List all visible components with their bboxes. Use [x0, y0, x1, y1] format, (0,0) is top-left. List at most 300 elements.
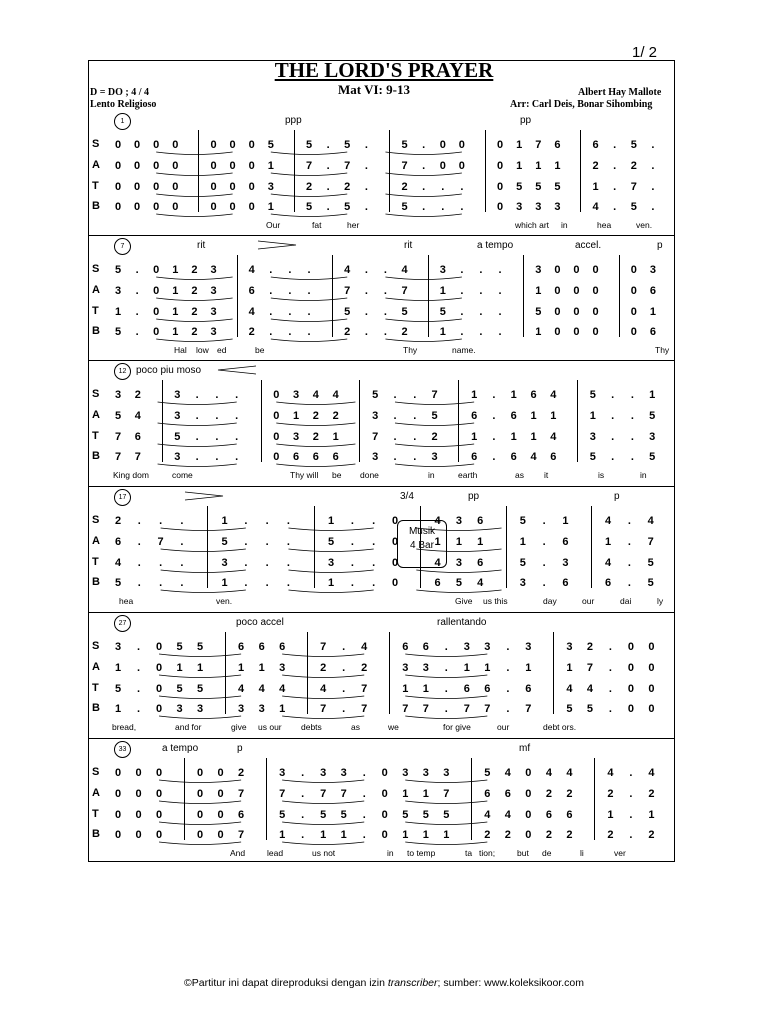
- note: 0: [648, 641, 655, 653]
- note: 5: [114, 326, 122, 338]
- note: 5: [589, 451, 596, 463]
- note: .: [651, 181, 655, 193]
- key-signature: D = DO ; 4 / 4: [90, 87, 150, 98]
- note: 5: [516, 181, 523, 193]
- note: .: [269, 306, 273, 318]
- note: 0: [525, 767, 532, 779]
- note: 5: [630, 139, 637, 151]
- note: 7: [525, 703, 532, 715]
- lyric: as: [515, 470, 524, 480]
- note: 0: [391, 557, 399, 569]
- dynamic-marking: pp: [468, 491, 480, 502]
- note: .: [372, 577, 376, 589]
- note: .: [269, 326, 273, 338]
- note: .: [342, 641, 346, 653]
- note: 0: [197, 767, 204, 779]
- note: .: [326, 181, 330, 193]
- note: .: [630, 389, 634, 401]
- system-divider: [88, 738, 675, 739]
- note: 6: [248, 285, 255, 297]
- note: 0: [630, 264, 637, 276]
- note: .: [137, 536, 141, 548]
- note: 0: [525, 829, 532, 841]
- arranger: Arr: Carl Deis, Bonar Sihombing: [510, 99, 653, 110]
- note: 1: [328, 577, 335, 589]
- measure-number: 17: [114, 489, 131, 506]
- note: 4: [566, 683, 573, 695]
- note: 5: [649, 410, 656, 422]
- voice-label: S: [92, 514, 100, 526]
- note: 0: [114, 767, 122, 779]
- note: 1: [422, 788, 429, 800]
- note: 5: [649, 451, 656, 463]
- note: .: [159, 515, 163, 527]
- note: 0: [627, 662, 635, 674]
- note: .: [288, 306, 292, 318]
- dynamic-marking: poco piu moso: [136, 365, 202, 376]
- note: 7: [320, 788, 327, 800]
- note: .: [159, 557, 163, 569]
- note: 2: [114, 515, 122, 527]
- note: .: [441, 181, 445, 193]
- note: 7: [279, 788, 286, 800]
- note: 2: [592, 160, 599, 172]
- lyric: for give: [443, 722, 471, 732]
- dynamic-marking: pp: [520, 115, 532, 126]
- voice-label: B: [92, 576, 100, 588]
- note: .: [651, 201, 655, 213]
- note: 0: [627, 703, 635, 715]
- note: .: [195, 410, 199, 422]
- note: 4: [134, 410, 141, 422]
- note: 2: [361, 662, 368, 674]
- note: 2: [191, 264, 198, 276]
- note: .: [136, 662, 141, 674]
- lyric: to temp: [407, 848, 436, 858]
- lyric: her: [347, 220, 360, 230]
- lyric: Our: [266, 220, 281, 230]
- note: 0: [114, 201, 122, 213]
- voice-label: S: [92, 388, 100, 400]
- note: 0: [197, 829, 204, 841]
- note: 3: [535, 264, 542, 276]
- note: 5: [114, 683, 122, 695]
- note: 1: [530, 410, 537, 422]
- note: 0: [197, 788, 204, 800]
- note: .: [265, 536, 269, 548]
- note: 5: [519, 515, 526, 527]
- note: 7: [320, 641, 327, 653]
- note: 0: [554, 326, 561, 338]
- note: 0: [248, 139, 255, 151]
- note: .: [265, 515, 269, 527]
- note: 6: [554, 139, 561, 151]
- note: .: [611, 451, 615, 463]
- note: .: [364, 139, 368, 151]
- note: .: [542, 557, 546, 569]
- note: .: [326, 139, 330, 151]
- note: 2: [248, 326, 255, 338]
- note: 5: [328, 536, 335, 548]
- footer: [0, 977, 768, 989]
- lyric: Thy: [655, 345, 670, 355]
- note: 2: [431, 431, 438, 443]
- note: 3: [422, 662, 429, 674]
- note: 1: [566, 662, 573, 674]
- lyric: be: [255, 345, 265, 355]
- note: 6: [477, 515, 484, 527]
- note: .: [479, 306, 483, 318]
- note: 0: [210, 139, 217, 151]
- note: 3: [443, 767, 450, 779]
- note: 0: [134, 201, 141, 213]
- note: 3: [210, 264, 217, 276]
- note: 1: [562, 515, 569, 527]
- note: 1: [471, 431, 478, 443]
- note: .: [307, 326, 311, 338]
- note: 1: [525, 662, 532, 674]
- note: 0: [573, 306, 580, 318]
- note: .: [326, 160, 330, 172]
- note: 1: [172, 326, 179, 338]
- note: 4: [530, 451, 537, 463]
- note: 1: [221, 577, 228, 589]
- note: .: [135, 326, 139, 338]
- note: 1: [172, 285, 179, 297]
- note: .: [301, 767, 305, 779]
- note: 5: [340, 809, 347, 821]
- note: 5: [305, 201, 313, 213]
- note: 6: [562, 577, 569, 589]
- note: 0: [229, 181, 236, 193]
- note: 3: [484, 641, 491, 653]
- note: 1: [607, 809, 614, 821]
- note: 1: [402, 829, 409, 841]
- lyric: Thy will: [290, 470, 319, 480]
- note: 1: [172, 306, 179, 318]
- note: 4: [344, 264, 351, 276]
- note: 0: [210, 201, 217, 213]
- note: .: [611, 431, 615, 443]
- footer-prefix: ©Partitur ini dapat direproduksi dengan izin: [184, 977, 388, 989]
- note: .: [498, 326, 502, 338]
- voice-label: A: [92, 409, 100, 421]
- note: 4: [320, 683, 327, 695]
- note: 3: [221, 557, 228, 569]
- system-divider: [88, 486, 675, 487]
- note: .: [350, 536, 354, 548]
- note: 0: [648, 683, 655, 695]
- measure-number: 33: [114, 741, 131, 758]
- note: 0: [210, 160, 217, 172]
- note: 1: [535, 285, 542, 297]
- note: 5: [279, 809, 286, 821]
- note: 0: [155, 788, 163, 800]
- note: 0: [391, 536, 399, 548]
- lyric: ver: [614, 848, 626, 858]
- lyric: in: [640, 470, 647, 480]
- note: .: [460, 264, 464, 276]
- note: .: [364, 160, 368, 172]
- note: .: [629, 809, 633, 821]
- note: .: [393, 451, 397, 463]
- voice-label: B: [92, 828, 100, 840]
- dynamic-marking: 3/4: [400, 491, 414, 502]
- note: 1: [439, 285, 446, 297]
- note: .: [498, 285, 502, 297]
- note: 3: [320, 767, 327, 779]
- note: 3: [114, 285, 122, 297]
- note: .: [413, 389, 417, 401]
- note: 0: [592, 326, 599, 338]
- note: .: [326, 201, 330, 213]
- note: 6: [605, 577, 612, 589]
- note: .: [383, 306, 387, 318]
- note: 1: [455, 536, 462, 548]
- note: .: [362, 829, 366, 841]
- note: 1: [328, 515, 335, 527]
- note: 3: [210, 306, 217, 318]
- note: .: [413, 451, 417, 463]
- note: 5: [589, 389, 596, 401]
- note: 0: [114, 139, 122, 151]
- note: 2: [630, 160, 637, 172]
- note: .: [506, 662, 510, 674]
- note: 1: [649, 389, 656, 401]
- note: 0: [217, 767, 224, 779]
- note: .: [608, 683, 612, 695]
- note: 6: [471, 451, 478, 463]
- note: 2: [191, 306, 198, 318]
- note: .: [137, 577, 141, 589]
- note: .: [372, 557, 376, 569]
- note: 1: [443, 829, 450, 841]
- note: 5: [443, 809, 450, 821]
- note: 0: [155, 703, 163, 715]
- note: 1: [439, 326, 446, 338]
- lyric: King dom: [113, 470, 149, 480]
- note: .: [444, 703, 448, 715]
- note: 7: [344, 160, 351, 172]
- note: 1: [402, 683, 409, 695]
- note: 4: [477, 577, 484, 589]
- note: .: [608, 641, 612, 653]
- note: 6: [134, 431, 141, 443]
- note: 3: [439, 264, 446, 276]
- note: 7: [401, 160, 408, 172]
- note: .: [627, 536, 631, 548]
- note: 4: [248, 306, 255, 318]
- note: 0: [114, 160, 122, 172]
- measure-number: 27: [114, 615, 131, 632]
- note: 0: [229, 139, 236, 151]
- note: 4: [114, 557, 122, 569]
- note: 7: [361, 683, 368, 695]
- note: .: [372, 536, 376, 548]
- note: 5: [320, 809, 327, 821]
- note: 1: [592, 181, 599, 193]
- dynamic-marking: rit: [197, 240, 206, 251]
- note: 0: [248, 201, 255, 213]
- note: .: [307, 264, 311, 276]
- note: .: [265, 577, 269, 589]
- voice-label: S: [92, 766, 100, 778]
- note: .: [393, 410, 397, 422]
- note: 5: [344, 201, 351, 213]
- note: .: [362, 809, 366, 821]
- note: 6: [504, 788, 511, 800]
- note: 0: [273, 410, 280, 422]
- note: 7: [402, 703, 409, 715]
- bible-reference: Mat VI: 9-13: [338, 82, 410, 97]
- note: 2: [566, 829, 573, 841]
- note: .: [136, 703, 141, 715]
- note: 0: [153, 201, 160, 213]
- note: .: [506, 703, 510, 715]
- note: 2: [191, 326, 198, 338]
- note: .: [235, 451, 239, 463]
- note: 0: [630, 306, 637, 318]
- note: 1: [114, 703, 122, 715]
- dynamic-marking: poco accel: [236, 617, 284, 628]
- note: 6: [649, 285, 656, 297]
- note: 3: [340, 767, 347, 779]
- note: 3: [174, 389, 181, 401]
- note: 0: [229, 201, 236, 213]
- note: 4: [592, 201, 599, 213]
- note: .: [244, 557, 248, 569]
- note: 2: [607, 788, 614, 800]
- note: 7: [238, 829, 245, 841]
- note: 7: [305, 160, 313, 172]
- note: 7: [586, 662, 593, 674]
- note: 0: [630, 326, 637, 338]
- note: 0: [229, 160, 236, 172]
- note: 5: [484, 767, 491, 779]
- note: 2: [586, 641, 593, 653]
- note: .: [269, 285, 273, 297]
- lyric: Hal: [174, 345, 187, 355]
- note: 6: [434, 577, 441, 589]
- note: 5: [176, 641, 183, 653]
- note: 0: [114, 181, 122, 193]
- lyric: but: [517, 848, 529, 858]
- note: 2: [401, 326, 408, 338]
- composer: Albert Hay Mallote: [578, 87, 662, 98]
- lyric: is: [598, 470, 605, 480]
- note: 1: [649, 306, 656, 318]
- note: 0: [573, 326, 580, 338]
- note: 7: [431, 389, 438, 401]
- note: .: [159, 577, 163, 589]
- dynamic-marking: a tempo: [162, 743, 199, 754]
- voice-label: S: [92, 640, 100, 652]
- note: 4: [279, 683, 286, 695]
- note: 4: [238, 683, 245, 695]
- note: 2: [332, 410, 339, 422]
- note: .: [479, 326, 483, 338]
- note: 1: [238, 662, 245, 674]
- note: 3: [455, 515, 462, 527]
- note: 3: [649, 264, 656, 276]
- note: .: [364, 181, 368, 193]
- note: 0: [172, 139, 179, 151]
- note: 5: [566, 703, 573, 715]
- note: 2: [134, 389, 141, 401]
- note: 3: [279, 767, 286, 779]
- lyric: dai: [620, 596, 632, 606]
- note: 3: [516, 201, 523, 213]
- note: .: [364, 285, 368, 297]
- note: 6: [566, 809, 573, 821]
- voice-label: S: [92, 138, 100, 150]
- note: 1: [114, 306, 122, 318]
- note: .: [137, 557, 141, 569]
- note: 0: [153, 285, 160, 297]
- note: 1: [267, 160, 274, 172]
- lyric: in: [387, 848, 394, 858]
- note: 0: [630, 285, 637, 297]
- note: 2: [607, 829, 614, 841]
- note: 0: [381, 788, 388, 800]
- measure-number: 12: [114, 363, 131, 380]
- note: 7: [361, 703, 368, 715]
- note: 0: [497, 139, 504, 151]
- note: 4: [312, 389, 319, 401]
- note: .: [613, 160, 617, 172]
- note: .: [136, 683, 141, 695]
- note: .: [651, 160, 655, 172]
- dynamic-marking: p: [614, 491, 620, 502]
- note: .: [362, 788, 366, 800]
- note: 3: [402, 767, 409, 779]
- note: 0: [134, 139, 141, 151]
- note: 2: [566, 788, 573, 800]
- note: 0: [135, 829, 142, 841]
- lyric: us our: [258, 722, 282, 732]
- lyric: hea: [597, 220, 612, 230]
- note: 7: [484, 703, 491, 715]
- note: 1: [516, 139, 523, 151]
- note: 4: [401, 264, 408, 276]
- note: 0: [381, 829, 388, 841]
- note: 0: [273, 451, 280, 463]
- note: 7: [340, 788, 347, 800]
- note: 3: [402, 662, 409, 674]
- note: 1: [589, 410, 596, 422]
- note: .: [629, 767, 633, 779]
- note: 7: [114, 431, 122, 443]
- note: 0: [172, 160, 179, 172]
- note: .: [180, 577, 184, 589]
- note: 6: [332, 451, 339, 463]
- note: 3: [649, 431, 656, 443]
- dynamic-marking: rit: [404, 240, 413, 251]
- voice-label: T: [92, 556, 99, 568]
- note: 3: [562, 557, 569, 569]
- note: 1: [648, 809, 655, 821]
- note: 5: [401, 306, 408, 318]
- note: 4: [504, 767, 511, 779]
- page-number: 1/ 2: [632, 44, 658, 61]
- note: 4: [586, 683, 593, 695]
- note: 0: [439, 139, 446, 151]
- note: 7: [114, 451, 122, 463]
- note: 5: [114, 410, 122, 422]
- note: 4: [566, 767, 573, 779]
- voice-label: B: [92, 450, 100, 462]
- lyric: come: [172, 470, 193, 480]
